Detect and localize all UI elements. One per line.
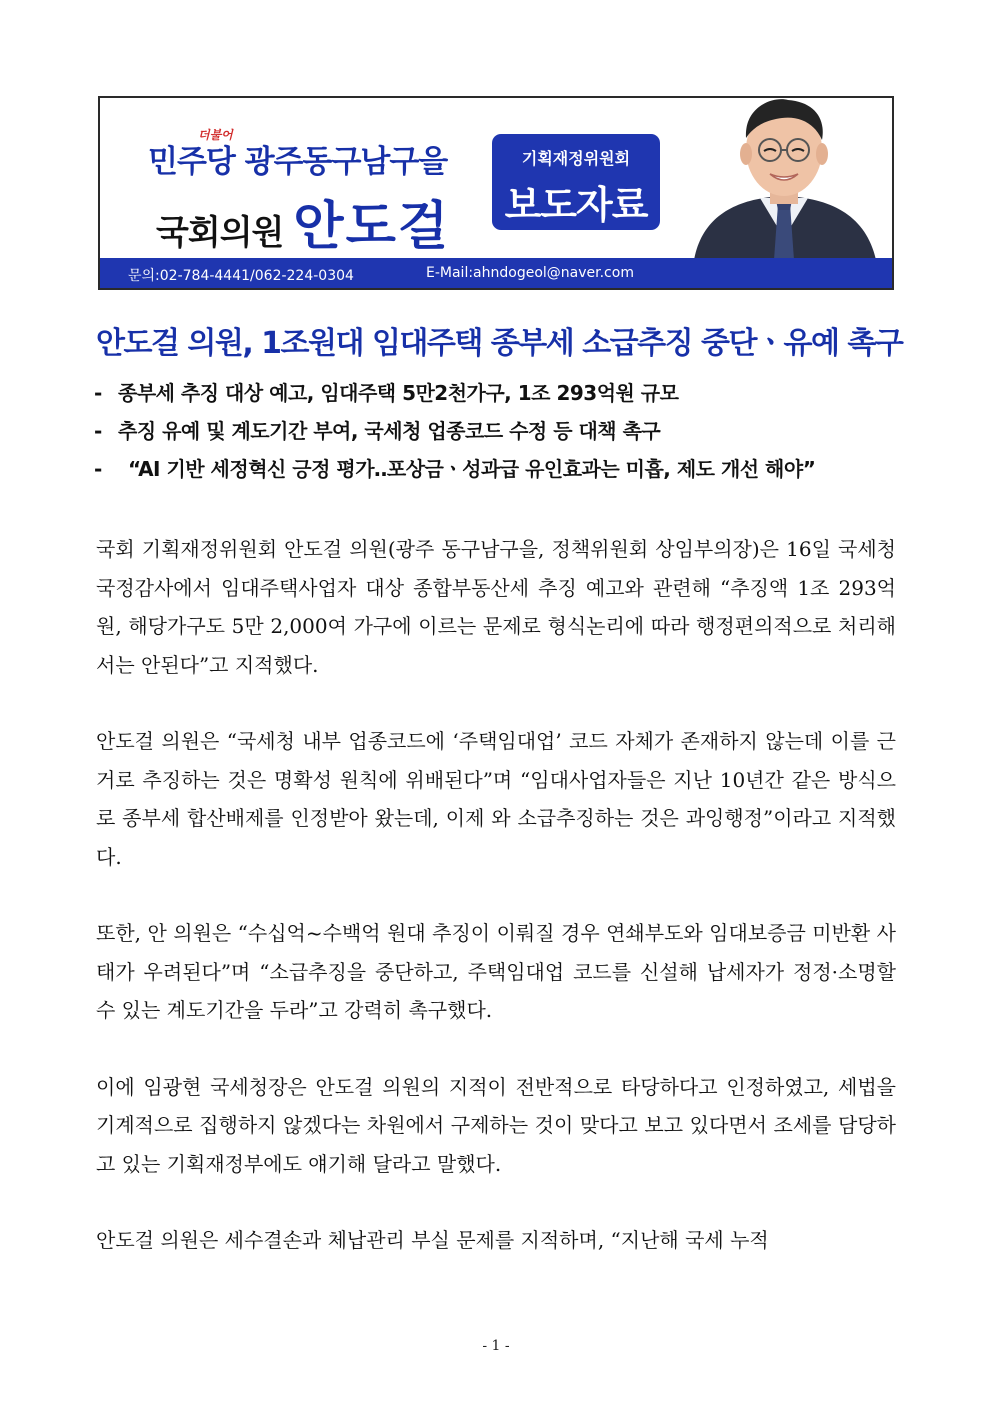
body-paragraph: 안도걸 의원은 세수결손과 체납관리 부실 문제를 지적하며, “지난해 국세 누적 [96,1228,769,1252]
release-label: 보도자료 [504,183,648,227]
member-name: 안도걸 [293,197,451,257]
subheadline-text: 추징 유예 및 계도기간 부여, 국세청 업종코드 수정 등 대책 촉구 [118,419,661,443]
subheadline-text: 종부세 추징 대상 예고, 임대주택 5만2천가구, 1조 293억원 규모 [118,381,679,405]
subheadline-item [94,374,914,412]
party-tag: 더불어 [198,128,233,142]
press-release-badge [492,134,660,230]
headline: 안도걸 의원, 1조원대 임대주택 종부세 소급추징 중단ㆍ유예 촉구 [96,326,903,361]
contact-email: E-Mail:ahndogeol@naver.com [426,265,634,281]
subheadline-text: “AI 기반 세정혁신 긍정 평가‥포상금ㆍ성과급 유인효과는 미흡, 제도 개선 해야” [128,457,816,481]
press-banner [98,96,894,290]
subheadline-dash: - [94,419,102,443]
subheadline-item [94,450,914,488]
subheadline-item [94,412,914,450]
committee-label: 기획재정위원회 [521,149,631,168]
subheadline-dash: - [94,457,102,481]
body-paragraph: 국회 기획재정위원회 안도걸 의원(광주 동구남구을, 정책위원회 상임부의장)은 16일 국세청 국정감사에서 임대주택사업자 대상 종합부동산세 추징 예고와 관련해 “추징액 1조 293억원, 해당가구도 5만 2,000여 가구에 이르는 문제로 형식논리에 따라 행정편의적으로 처리해서는 안된다”고 지적했다. [96,537,896,677]
subheadline-list [94,374,914,488]
contact-bar [100,258,892,288]
contact-phone: 문의:02-784-4441/062-224-0304 [128,268,354,284]
body-paragraph: 또한, 안 의원은 “수십억~수백억 원대 추징이 이뤄질 경우 연쇄부도와 임대보증금 미반환 사태가 우려된다”며 “소급추징을 중단하고, 주택임대업 코드를 신설해 납세자가 정정·소명할 수 있는 계도기간을 두라”고 강력히 촉구했다. [96,921,896,1022]
article-body [96,530,896,1298]
party-region: 민주당 광주동구남구을 [148,144,448,180]
member-line [156,184,450,259]
page-number: - 1 - [482,1338,510,1354]
body-paragraph: 이에 임광현 국세청장은 안도걸 의원의 지적이 전반적으로 타당하다고 인정하였고, 세법을 기계적으로 집행하지 않겠다는 차원에서 구제하는 것이 맞다고 보고 있다면서 조세를 담당하고 있는 기획재정부에도 얘기해 달라고 말했다. [96,1074,896,1176]
member-portrait-image [674,98,894,260]
member-title: 국회의원 [156,213,284,253]
body-paragraph: 안도걸 의원은 “국세청 내부 업종코드에 ‘주택임대업’ 코드 자체가 존재하지 않는데 이를 근거로 추징하는 것은 명확성 원칙에 위배된다”며 “임대사업자들은 지난 10년간 같은 방식으로 종부세 합산배제를 인정받아 왔는데, 이제 와 소급추징하는 것은 과잉행정”이라고 지적했다. [96,729,896,869]
subheadline-dash: - [94,381,102,405]
